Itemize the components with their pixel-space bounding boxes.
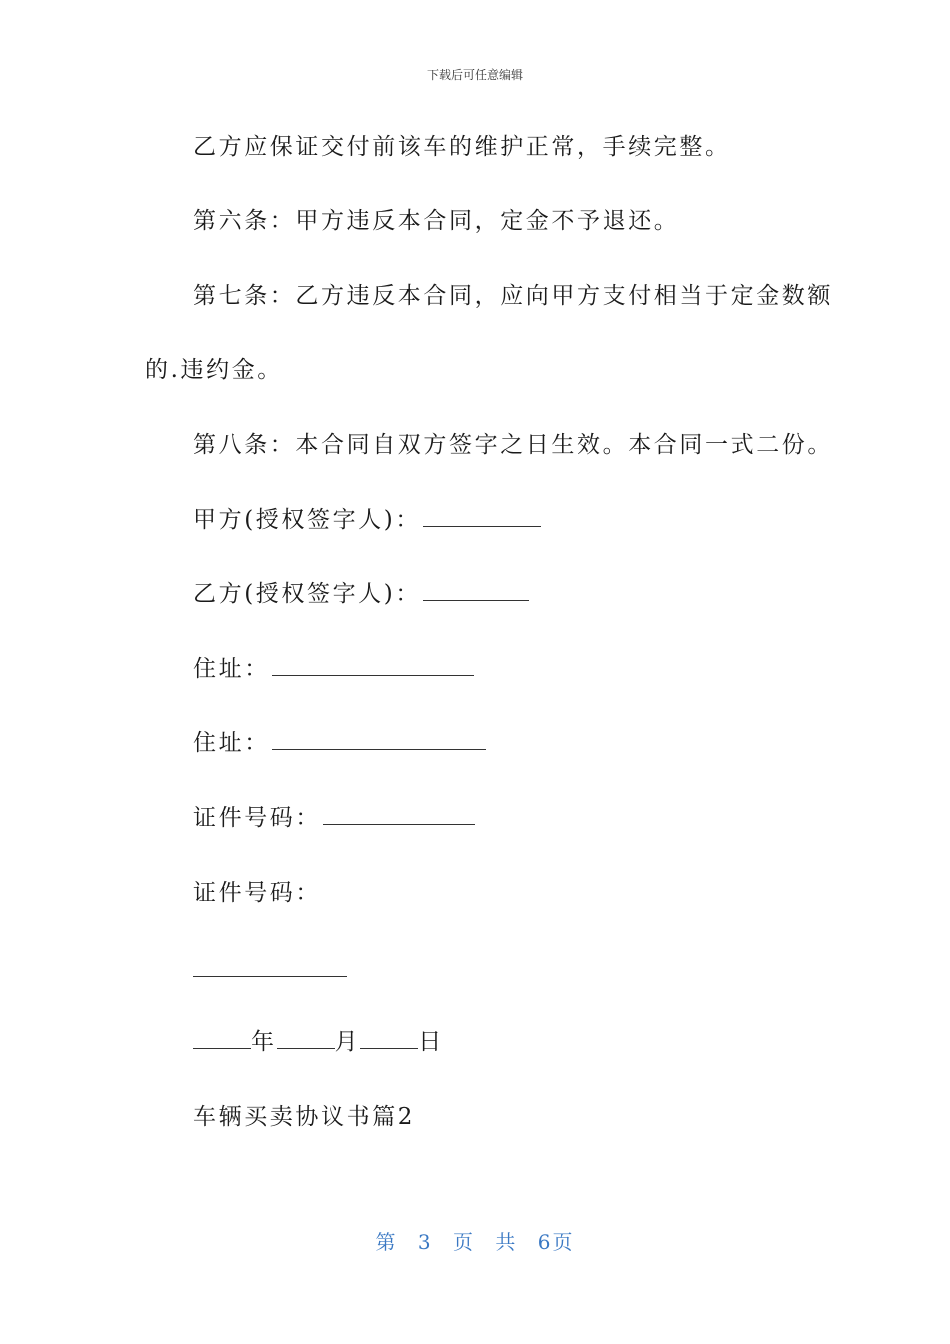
date-line [193,1027,444,1057]
footer-di: 第 [375,1230,398,1254]
id-number-line-2: 证件号码： [193,880,321,906]
address-label-1: 住址： [193,656,270,682]
paragraph-delivery: 乙方应保证交付前该车的维护正常，手续完整。 [193,134,731,160]
id-number-blank-1 [323,806,475,825]
signature-party-b [193,579,529,609]
clause-six: 第六条：甲方违反本合同，定金不予退还。 [193,208,680,234]
signature-party-b-label: 乙方(授权签字人)： [193,581,421,607]
address-blank-1 [272,657,474,676]
day-blank [360,1030,418,1049]
id-number-line-1 [193,803,475,833]
clause-seven-line1: 第七条：乙方违反本合同，应向甲方支付相当于定金数额 [193,283,833,309]
footer-ye: 页 [453,1230,475,1254]
footer-gong: 共 [495,1230,518,1254]
address-blank-2 [272,731,486,750]
month-blank [277,1030,335,1049]
footer-total-pages: 6页 [537,1230,575,1254]
address-label-2: 住址： [193,730,270,756]
signature-party-a [193,505,541,535]
address-line-1 [193,654,474,684]
id-number-label-1: 证件号码： [193,805,321,831]
page-footer [0,1226,950,1255]
signature-party-b-blank [423,582,529,601]
clause-seven-line2: 的.违约金。 [145,357,283,383]
footer-current-page: 3 [417,1230,433,1254]
clause-eight: 第八条：本合同自双方签字之日生效。本合同一式二份。 [193,432,833,458]
page-header: 下载后可任意编辑 [426,68,523,82]
year-blank [193,1030,251,1049]
year-label: 年 [251,1029,277,1055]
signature-party-a-blank [423,508,541,527]
address-line-2 [193,728,486,758]
month-label: 月 [334,1029,361,1055]
signature-party-a-label: 甲方(授权签字人)： [193,507,421,533]
id-number-blank-2 [193,976,347,977]
next-section-title: 车辆买卖协议书篇2 [193,1104,416,1130]
day-label: 日 [418,1029,444,1055]
